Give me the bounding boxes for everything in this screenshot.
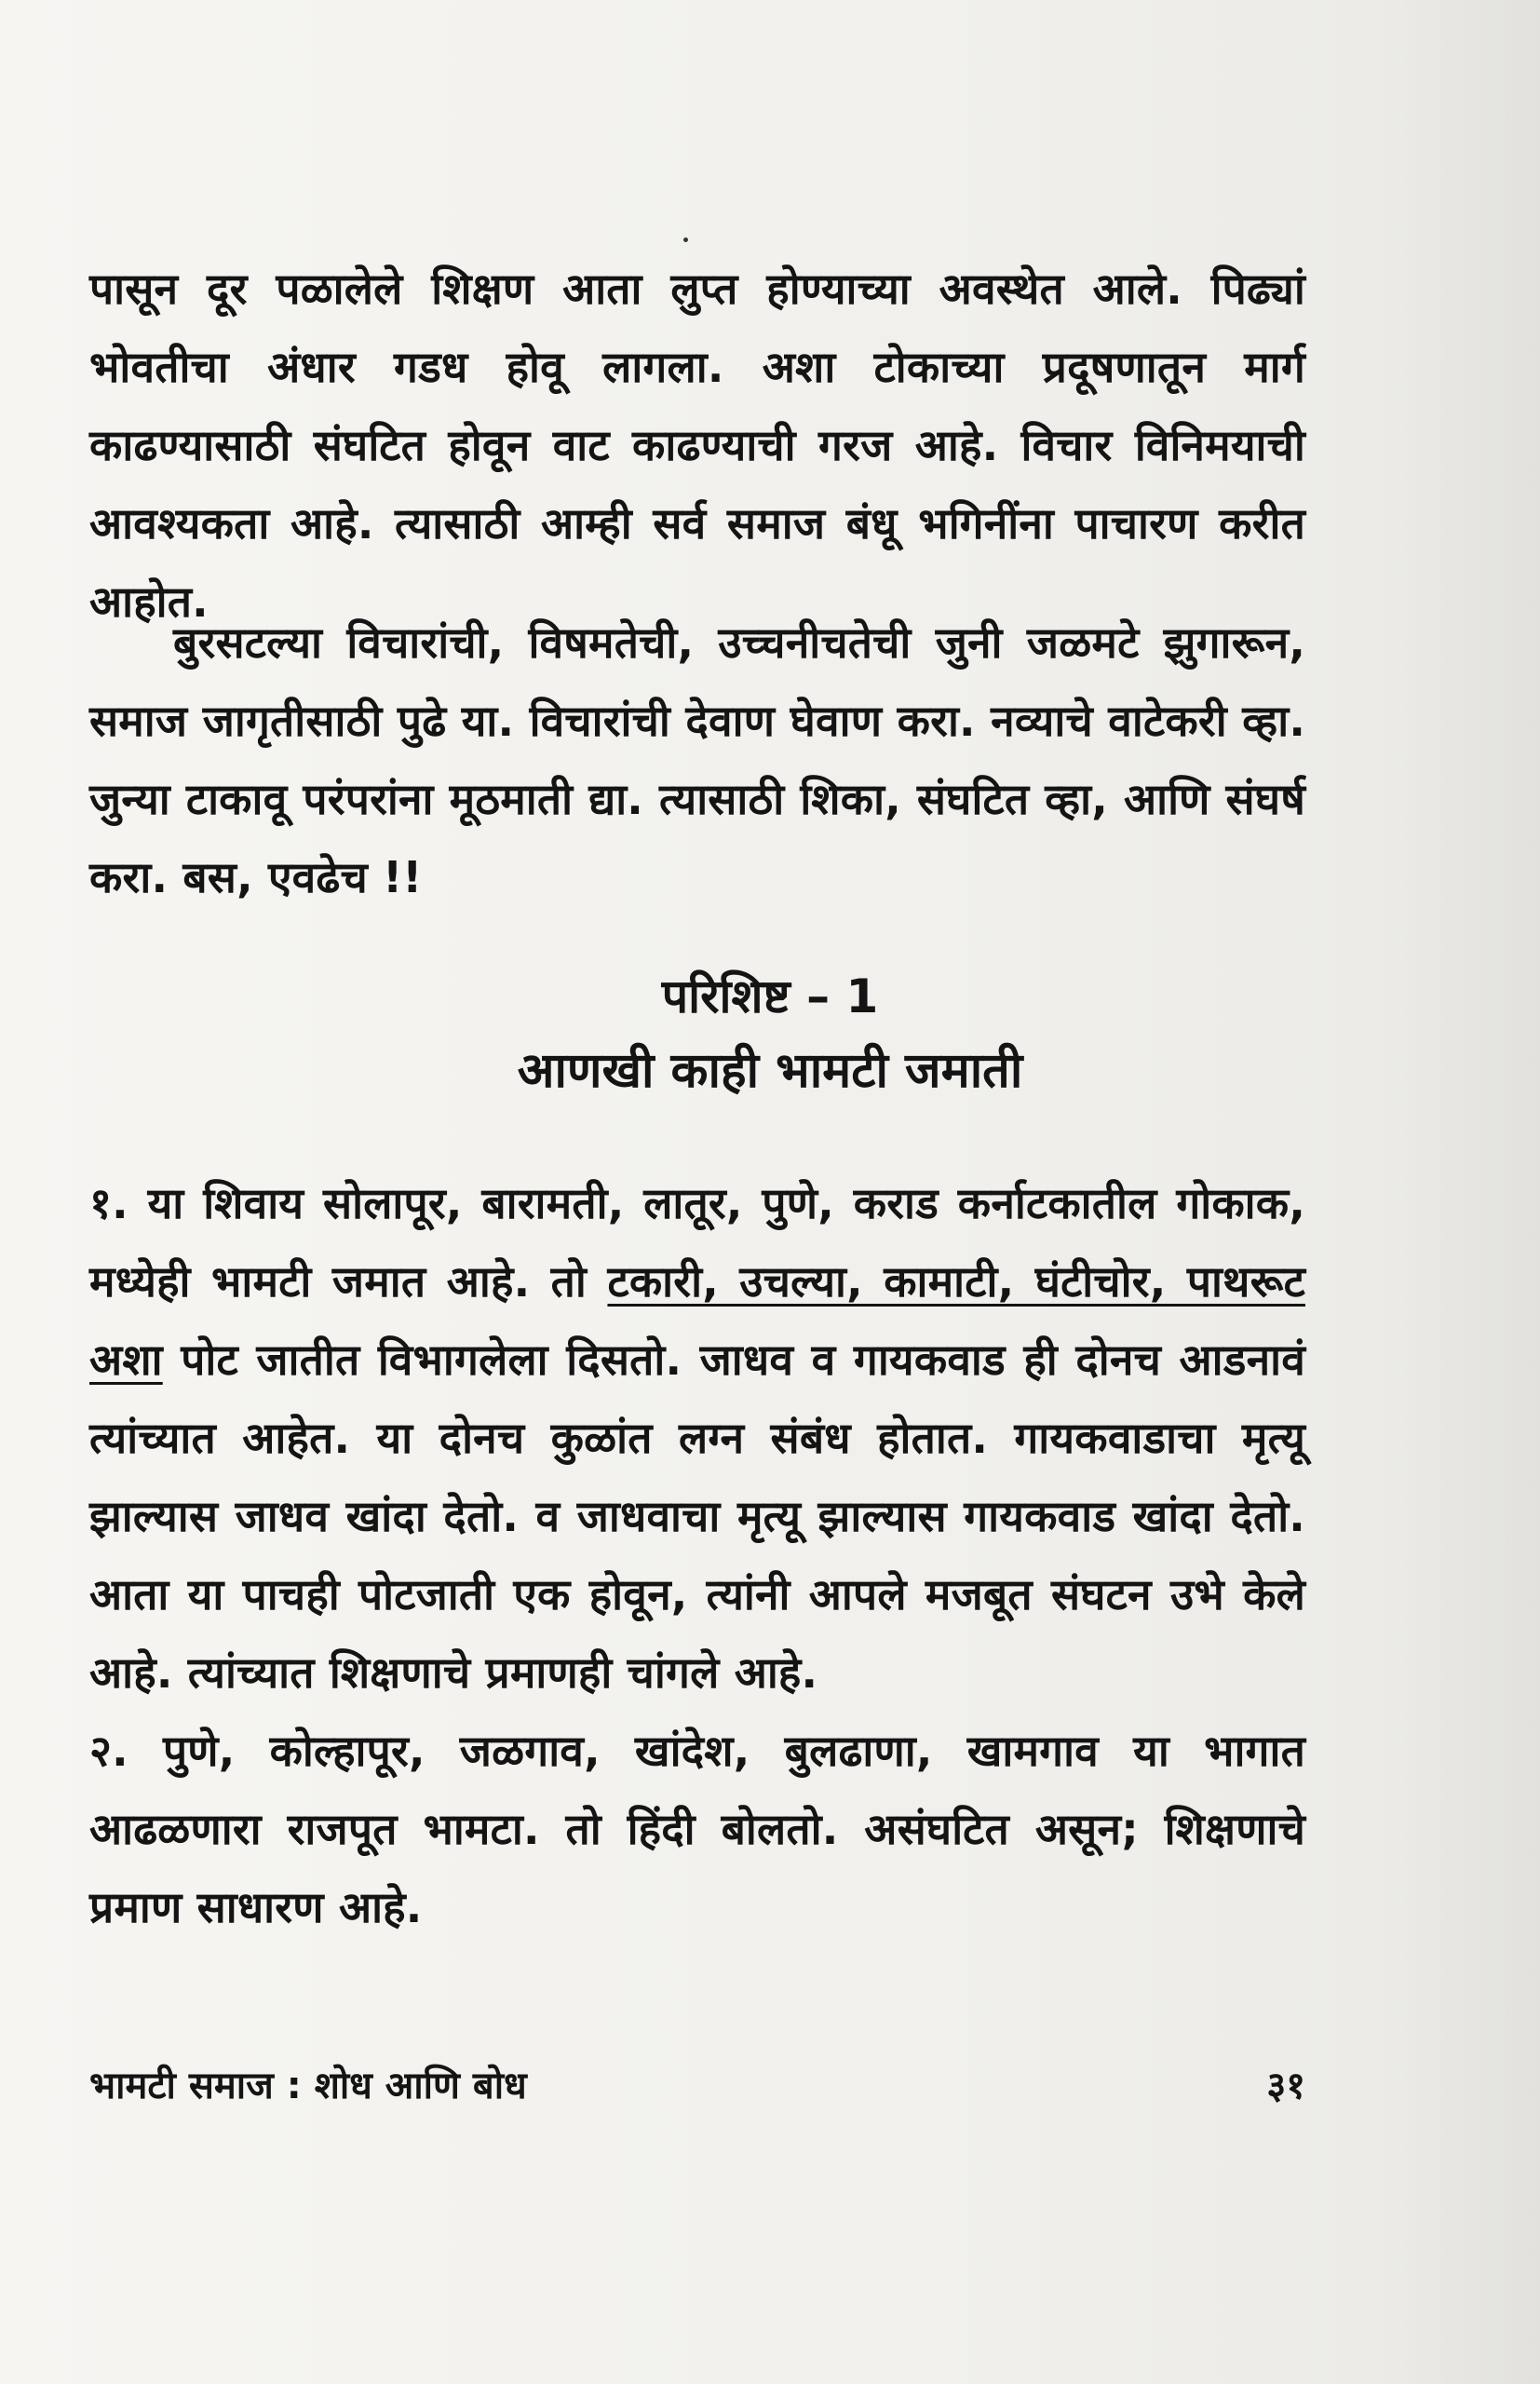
page-footer <box>89 2053 1305 2119</box>
footer-book-title: भामटी समाज : शोध आणि बोध <box>89 2065 527 2107</box>
list-item-1-lead: १. या शिवाय सोलापूर, बारामती, लातूर, पुणे, कराड कर्नाटकातील गोकाक, मध्येही भामटी जमात आहे. तो <box>89 1178 1305 1307</box>
ink-speck <box>683 237 688 242</box>
page-number: ३१ <box>1266 2065 1305 2107</box>
appendix-heading: परिशिष्ट – 1 <box>661 969 879 1023</box>
paragraph-2: बुरसटल्या विचारांची, विषमतेची, उच्चनीचतेची जुनी जळमटे झुगारून, समाज जागृतीसाठी पुढे या. विचारांची देवाण घेवाण करा. नव्याचे वाटेकरी व्हा. जुन्या टाकावू परंपरांना मूठमाती द्या. त्यासाठी शिका, संघटित व्हा, आणि संघर्ष करा. बस, एवढेच !! <box>89 617 1305 902</box>
list-item-1-rest: पोट जातीत विभागलेला दिसतो. जाधव व गायकवाड ही दोनच आडनावं त्यांच्यात आहेत. या दोनच कुळांत लग्न संबंध होतात. गायकवाडाचा मृत्यू झाल्यास जाधव खांदा देतो. व जाधवाचा मृत्यू झाल्यास गायकवाड खांदा देतो. आता या पाचही पोटजाती एक होवून, त्यांनी आपले मजबूत संघटन उभे केले आहे. त्यांच्यात शिक्षणाचे प्रमाणही चांगले आहे. <box>89 1334 1305 1698</box>
page-edge-shadow <box>1372 0 1540 2384</box>
list-item-1 <box>89 1164 1305 1712</box>
list-item-2: २. पुणे, कोल्हापूर, जळगाव, खांदेश, बुलढाणा, खामगाव या भागात आढळणारा राजपूत भामटा. तो हिंदी बोलतो. असंघटित असून; शिक्षणाचे प्रमाण साधारण आहे. <box>89 1726 1305 1932</box>
appendix-subheading: आणखी काही भामटी जमाती <box>517 1043 1023 1099</box>
paragraph-1: पासून दूर पळालेले शिक्षण आता लुप्त होण्याच्या अवस्थेत आले. पिढ्यां भोवतीचा अंधार गडध होवू लागला. अशा टोकाच्या प्रदूषणातून मार्ग काढण्यासाठी संघटित होवून वाट काढण्याची गरज आहे. विचार विनिमयाची आवश्यकता आहे. त्यासाठी आम्ही सर्व समाज बंधू भगिनींना पाचारण करीत आहोत. <box>89 264 1305 627</box>
underlined-subcastes: टकारी, उचल्या, कामाटी, घंटीचोर, पाथरूट अशा <box>89 1256 1305 1385</box>
